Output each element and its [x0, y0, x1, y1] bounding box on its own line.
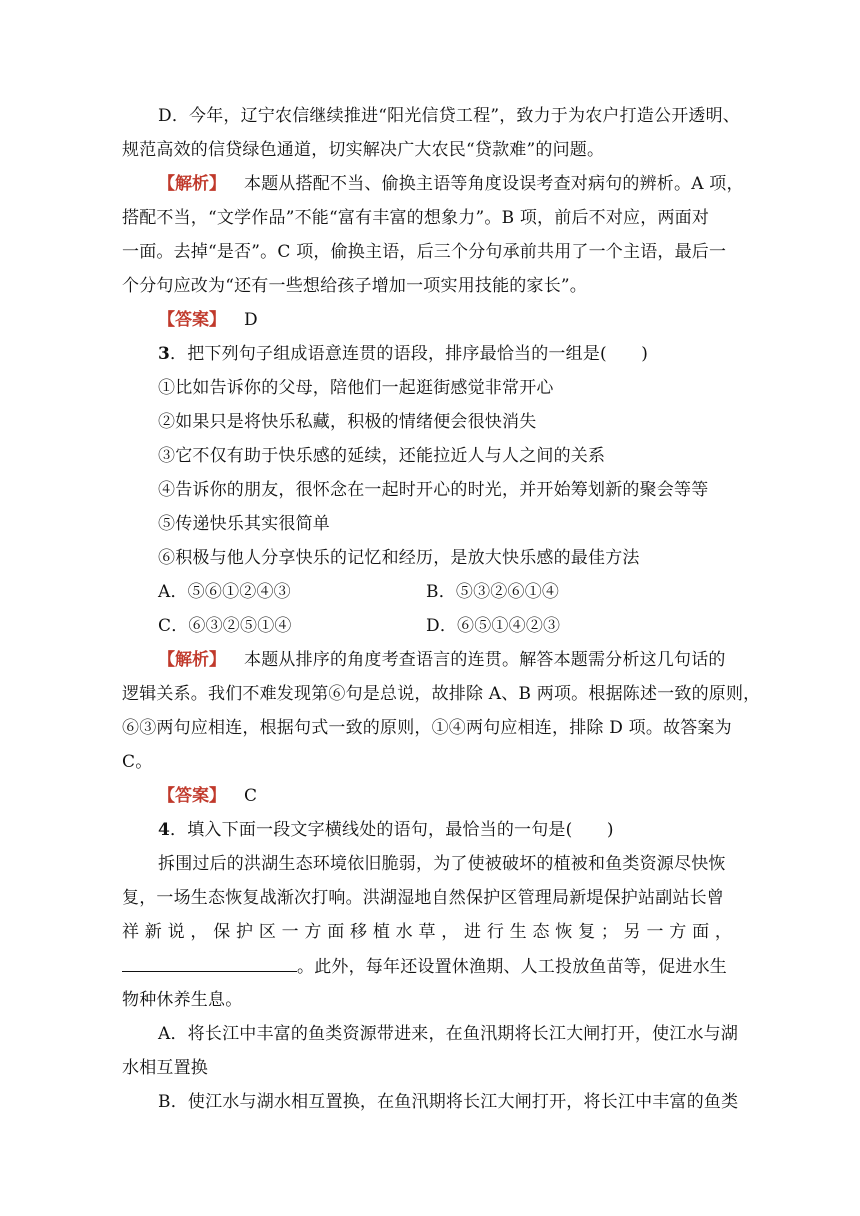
q2-analysis-text: 本题从搭配不当、偷换主语等角度设误考查对病句的辨析。A 项，: [244, 174, 744, 194]
q4-option-b-line-1: B．使江水与湖水相互置换，在鱼汛期将长江大闸打开，将长江中丰富的鱼类: [158, 1092, 739, 1112]
q2-answer-value: D: [244, 310, 258, 330]
q3-option-d: D．⑥⑤①④②③: [426, 616, 561, 636]
q2-analysis-line-4: 个分句应改为“还有一些想给孩子增加一项实用技能的家长”。: [122, 276, 587, 296]
q2-answer: [158, 310, 740, 330]
q4-passage-line-2: 复，一场生态恢复战渐次打响。洪湖湿地自然保护区管理局新堤保护站副站长曾: [122, 888, 724, 908]
q3-analysis-line-3: ⑥③两句应相连，根据句式一致的原则，①④两句应相连，排除 D 项。故答案为: [122, 718, 732, 738]
answer-tag: 【答案】: [158, 786, 226, 806]
q3-option-b: B．⑤③②⑥①④: [426, 582, 560, 602]
q3-sentence: ⑤传递快乐其实很简单: [158, 514, 330, 534]
q3-analysis-line-1: [158, 650, 740, 670]
q4-number: 4: [158, 820, 171, 840]
q3-sentence: ④告诉你的朋友，很怀念在一起时开心的时光，并开始筹划新的聚会等等: [158, 480, 709, 500]
fill-in-blank: [122, 956, 297, 972]
analysis-tag: 【解析】: [158, 650, 226, 670]
q3-sentence: ③它不仅有助于快乐感的延续，还能拉近人与人之间的关系: [158, 446, 606, 466]
q4-passage-line-3: 祥 新 说 ， 保 护 区 一 方 面 移 植 水 草 ， 进 行 生 态 恢 复 ； 另 一 方 面 ，: [122, 922, 733, 942]
q4-passage-line-1: 拆围过后的洪湖生态环境依旧脆弱，为了使被破坏的植被和鱼类资源尽快恢: [158, 854, 726, 874]
q3-analysis-text: 本题从排序的角度考查语言的连贯。解答本题需分析这几句话的: [244, 650, 726, 670]
q3-answer-value: C: [244, 786, 258, 806]
q4-stem: [158, 820, 740, 840]
q3-stem: [158, 344, 740, 364]
q3-analysis-line-2: 逻辑关系。我们不难发现第⑥句是总说，故排除 A、B 两项。根据陈述一致的原则，: [122, 684, 761, 704]
answer-tag: 【答案】: [158, 310, 226, 330]
q3-answer: [158, 786, 740, 806]
q4-passage-line-5: 物种休养生息。: [122, 990, 243, 1010]
q3-sentence: ②如果只是将快乐私藏，积极的情绪便会很快消失: [158, 412, 537, 432]
q3-stem-text: ．把下列句子组成语意连贯的语段，排序最恰当的一组是( ): [170, 344, 649, 364]
q4-option-a-line-2: 水相互置换: [122, 1058, 208, 1078]
q2-analysis-line-2: 搭配不当，“文学作品”不能“富有丰富的想象力”。B 项，前后不对应，两面对: [122, 208, 710, 228]
q4-option-a-line-1: A．将长江中丰富的鱼类资源带进来，在鱼汛期将长江大闸打开，使江水与湖: [158, 1024, 739, 1044]
q3-sentence: ⑥积极与他人分享快乐的记忆和经历，是放大快乐感的最佳方法: [158, 548, 640, 568]
q4-passage-line-4: [122, 956, 740, 977]
q2-analysis-line-3: 一面。去掉“是否”。C 项，偷换主语，后三个分句承前共用了一个主语，最后一: [122, 242, 727, 262]
q2-analysis-line-1: [158, 174, 744, 194]
q3-number: 3: [158, 344, 171, 364]
q3-option-c: C．⑥③②⑤①④: [158, 616, 292, 636]
analysis-tag: 【解析】: [158, 174, 226, 194]
q3-analysis-line-4: C。: [122, 752, 153, 772]
q2-option-d-line-2: 规范高效的信贷绿色通道，切实解决广大农民“贷款难”的问题。: [122, 140, 605, 160]
q2-option-d-line-1: D．今年，辽宁农信继续推进“阳光信贷工程”，致力于为农户打造公开透明、: [158, 106, 741, 126]
q3-option-a: A．⑤⑥①②④③: [158, 582, 291, 602]
q3-sentence: ①比如告诉你的父母，陪他们一起逛街感觉非常开心: [158, 378, 554, 398]
q4-passage-line-4-text: 。此外，每年还设置休渔期、人工投放鱼苗等，促进水生: [297, 957, 727, 977]
q4-stem-text: ．填入下面一段文字横线处的语句，最恰当的一句是( ): [170, 820, 614, 840]
